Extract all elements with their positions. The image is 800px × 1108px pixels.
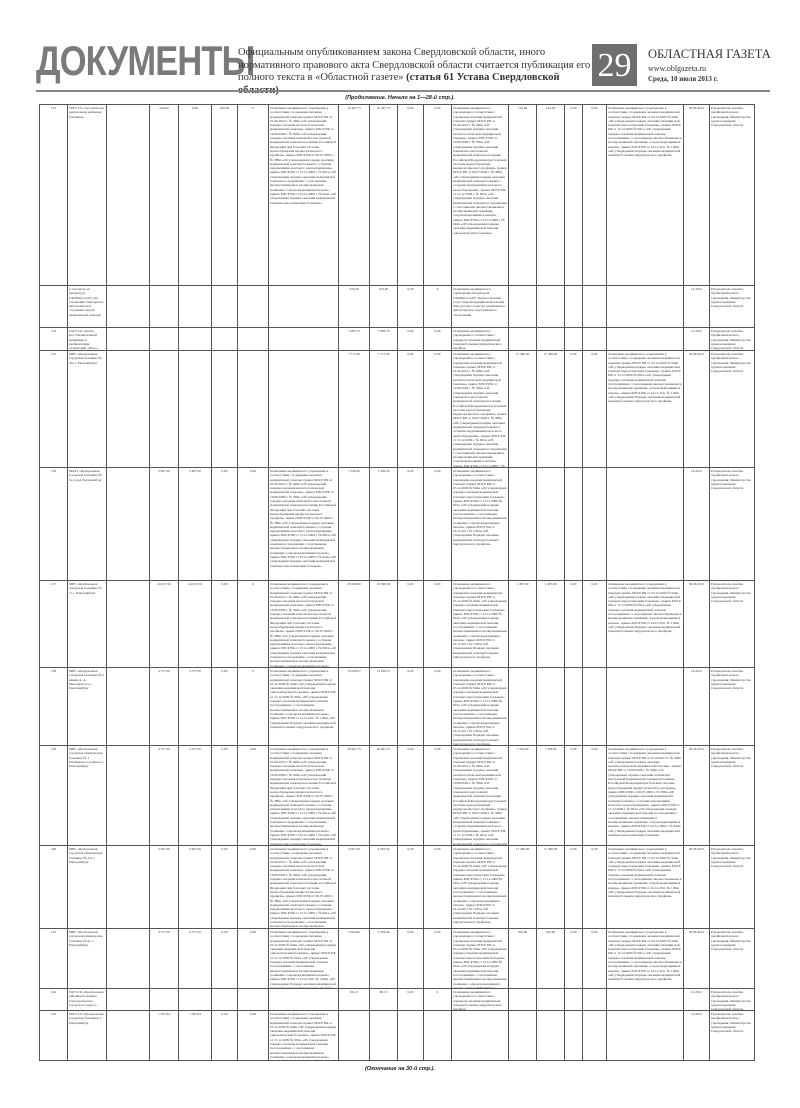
cell-value: [106, 581, 149, 668]
cell-value: 30.06.2013: [683, 846, 709, 929]
cell-value: [106, 468, 149, 581]
cell-value: 0,00: [397, 668, 423, 746]
table-row: [39, 285, 755, 328]
cell-number: 154: [39, 328, 67, 351]
cell-description: Руководитель лечебно-профилактического учреждения, Министерство здравоохранения Свердловской области: [709, 668, 755, 746]
section-title: ДОКУМЕНТЫ: [36, 37, 255, 84]
cell-description: Руководитель лечебно-профилактического учреждения, Министерство здравоохранения Свердловской области: [709, 105, 755, 286]
cell-value: 0,00: [564, 746, 582, 846]
cell-description: Руководитель лечебно-профилактического учреждения, Министерство здравоохранения Свердловской области: [709, 989, 755, 1011]
cell-value: [268, 328, 338, 351]
cell-description: Оснащение медицинского учреждения в соответствии с порядками оказания медицинской помощи: приказ МЗСР РФ от 03.12.2009 № 944н «Об утверждении порядка оказания медицинской помощи онкологическим больным», приказ МЗСР РФ от 15.12.2009 № 991н «Об утверждении порядка оказания медицинской помощи пострадавшим с сочетанными, множественными и изолированными травмами, сопровождающимися шоком», приказ МЗСР РФ от 24.12.2011 № 1182н «Об утверждении Порядка оказания медицинской помощи больным хирургического профиля»: [451, 846, 508, 929]
cell-value: [149, 989, 178, 1011]
cell-value: [106, 989, 149, 1011]
intro-plain: Официальным опубликованием закона Свердловской области, иного нормативного правового акта Свердловской области считается публикация его полного текста в «Областной газете»: [238, 47, 591, 83]
cell-value: 12.2012: [683, 286, 709, 328]
cell-value: 30.06.2013: [683, 746, 709, 846]
cell-value: 0,00: [423, 668, 451, 746]
cell-value: 0,00: [237, 1011, 268, 1061]
cell-description: Оснащение медицинского учреждения аппаратурой ГЛОНАСС/GPS. Предоставление услуг скорой медицинской помощи Web-доступа и центра оперативного диспетчерского программного обеспечения: [451, 286, 508, 328]
cell-value: 1 597,04: [149, 1011, 178, 1061]
cell-value: 5 697,50: [149, 468, 178, 581]
cell-value: 26 961,75: [369, 746, 397, 846]
cell-institution: МБУ «Центральная городская клиническая больница № 23» г. Екатеринбург: [67, 846, 106, 929]
cell-value: 0,00: [211, 929, 237, 989]
cell-value: 80,13: [369, 989, 397, 1011]
cell-value: 25 090,00: [369, 581, 397, 668]
cell-value: 1 487,09: [536, 581, 564, 668]
cell-value: [106, 328, 149, 351]
cell-value: [508, 989, 536, 1011]
cell-value: 24 657,50: [178, 581, 211, 668]
cell-value: 350,00: [508, 929, 536, 989]
cell-description: Оснащение медицинского учреждения в соответствии с порядками оказания медицинской помощи: приказ МЗСР РФ от 01.06.2010 г. № 409н «Об утверждении порядка оказания неонатологической медицинской помощи», приказ МЗСР РФ от 19.08.2009 г. № 599н «Об утверждении порядка оказания плановой и неотложной медицинской помощи населению Российской Федерации при болезнях системы кровообращения кардиологического профиля», приказ МЗСР РФ от 06.07.2009 г. № 389н «Об утверждении порядка оказания медицинской помощи больным с острыми нарушениями мозгового кровообращения», приказ МЗСР РФ от 15.12.2009 г. № 991н «Об утверждении порядка оказания медицинской помощи пострадавшим с сочетанными, множественными и изолированными: [270, 847, 337, 929]
cell-value: 0,00: [397, 746, 423, 846]
cell-value: 7 717,50: [369, 351, 397, 468]
cell-value: 3 564,00: [338, 929, 369, 989]
table-bottom-border: [39, 1060, 755, 1061]
cell-value: [606, 286, 683, 328]
cell-value: [536, 989, 564, 1011]
cell-value: 0,00: [397, 468, 423, 581]
cell-value: 5 697,50: [178, 846, 211, 929]
table-row: [39, 988, 755, 1011]
cell-value: [606, 468, 683, 581]
cell-value: [369, 1011, 397, 1061]
cell-value: [564, 1011, 582, 1061]
cell-value: 4 597,50: [369, 846, 397, 929]
page-number: 29: [592, 44, 637, 86]
cell-value: 12.2012: [683, 1011, 709, 1061]
cell-value: 1 487,09: [508, 581, 536, 668]
cell-value: [582, 468, 606, 581]
cell-description: Оснащение медицинского учреждения в соответствии с порядками оказания медицинской помощи: приказ МЗСР РФ от 03.12.2009 № 944н «Об утверждении порядка оказания медицинской помощи онкологическим больным», приказ МЗСР РФ от 15.12.2009 № 991н «Об утверждении порядка оказания медицинской помощи пострадавшим с сочетанными, множественными и изолированными травмами, сопровождающимися шоком», приказ МЗСР РФ от: [453, 930, 507, 989]
cell-value: 0,00: [423, 105, 451, 286]
cell-value: 12.2012: [683, 989, 709, 1011]
cell-value: [268, 351, 338, 468]
cell-value: 30.06.2013: [683, 105, 709, 286]
cell-value: 17 460,00: [536, 351, 564, 468]
cell-number: 159: [39, 746, 67, 846]
cell-value: [508, 468, 536, 581]
cell-description: Оснащение медицинского учреждения в соответствии с порядками оказания медицинской помощи: приказ МЗСР РФ от 03.12.2009 № 944н «Об утверждении порядка оказания медицинской помощи онкологическим больным», приказ МЗСР РФ от 15.12.2009 № 991н «Об утверждении порядка оказания медицинской помощи пострадавшим с сочетанными, множественными и изолированными травмами, сопровождающимися шоком», приказ МЗСР РФ от 24.12.2011 № 1182н «Об утверждении Порядка оказания медицинской помощи больным хирургического профиля»: [606, 929, 683, 989]
cell-value: [508, 1011, 536, 1061]
cell-value: [106, 351, 149, 468]
cell-value: 26 961,75: [338, 746, 369, 846]
cell-value: 0,00: [423, 328, 451, 351]
cell-description: Оснащение медицинского учреждения в соответствии с порядками оказания медицинской помощи: приказ МЗСР РФ от 03.12.2009 № 944н «Об утверждении порядка оказания медицинской помощи онкологическим больным», приказ МЗСР РФ от 15.12.2009 № 991н «Об утверждении порядка оказания медицинской помощи пострадавшим с сочетанными, множественными и изолированными травмами, сопровождающимися шоком», приказ МЗСР РФ от 24.12.2011 № 1182н «Об утверждении Порядка оказания медицинской помощи больным хирургического профиля»: [453, 669, 507, 746]
table-row: [39, 667, 755, 746]
cell-value: 0,00: [564, 581, 582, 668]
cell-value: [149, 328, 178, 351]
cell-value: [237, 989, 268, 1011]
cell-value: 12.2012: [683, 468, 709, 581]
cell-number: 155: [39, 351, 67, 468]
header-divider: [36, 90, 770, 92]
table-row: [39, 327, 755, 351]
cell-number: 162: [39, 989, 67, 1011]
cell-value: [582, 668, 606, 746]
intro-bold: (статья 61 Устава Свердловской: [406, 72, 560, 83]
cell-value: [582, 286, 606, 328]
cell-value: [536, 328, 564, 351]
cell-institution: МАУЗ «Центральная городская больница № 3» город Екатеринбург: [67, 468, 106, 581]
table-row: [39, 467, 755, 581]
newspaper-name: ОБЛАСТНАЯ ГАЗЕТА: [648, 47, 771, 61]
cell-value: [237, 328, 268, 351]
cell-value: 0,00: [423, 846, 451, 929]
cell-value: [178, 328, 211, 351]
cell-value: 4 757,50: [178, 929, 211, 989]
cell-value: 0: [237, 581, 268, 668]
cell-description: Руководитель лечебно-профилактического учреждения, Министерство здравоохранения Свердловской области: [709, 328, 755, 351]
cell-value: [536, 286, 564, 328]
cell-value: 5 697,50: [149, 846, 178, 929]
cell-value: 10 497,75: [338, 105, 369, 286]
cell-value: 30.06.2013: [683, 929, 709, 989]
table-row: [39, 745, 755, 846]
cell-description: Руководитель лечебно-профилактического учреждения, Министерство здравоохранения Свердловской области: [709, 468, 755, 581]
cell-value: [178, 351, 211, 468]
cell-value: 0,00: [211, 668, 237, 746]
cell-value: 0,00: [397, 989, 423, 1011]
cell-value: [508, 286, 536, 328]
cell-value: [582, 989, 606, 1011]
cell-value: [211, 351, 237, 468]
cell-value: [106, 105, 149, 286]
cell-description: Оснащение медицинского учреждения в соответствии с порядками оказания медицинской помощи: приказ МЗСР РФ от 01.06.2010 г. № 409н «Об утверждении порядка оказания неонатологической медицинской помощи», приказ МЗСР РФ от 19.08.2009 г. № 599н «Об утверждении порядка оказания плановой и неотложной медицинской помощи населению Российской Федерации при болезнях системы кровообращения кардиологического профиля», приказ МЗСР РФ от 06.07.2009 г. № 389н «Об утверждении порядка оказания медицинской помощи больным с острыми нарушениями мозгового кровообращения», приказ МЗСР РФ от 15.12.2009 г. № 991н «Об утверждении порядка оказания медицинской помощи пострадавшим с сочетанными, множественными и изолированными травмами, сопровождающимися шоком»,: [270, 582, 337, 668]
cell-value: 124,50: [536, 105, 564, 286]
cell-value: 0,00: [397, 929, 423, 989]
cell-number: 160: [39, 846, 67, 929]
cell-value: 350,00: [536, 929, 564, 989]
cell-value: 0,00: [582, 351, 606, 468]
continued-from: (Продолжение. Начало на 1—28-й стр.).: [345, 95, 455, 101]
cell-number: 163: [39, 1011, 67, 1061]
cell-value: [211, 286, 237, 328]
cell-value: 0,00: [211, 468, 237, 581]
cell-description: Оснащение медицинского учреждения в соответствии с порядками оказания медицинской помощи: приказ МЗСР РФ от 03.12.2009 № 944н «Об утверждении порядка оказания медицинской помощи онкологическим больным», приказ МЗСР РФ от 15.12.2009 № 991н «Об утверждении порядка оказания медицинской помощи пострадавшим с сочетанными, множественными и изолированными травмами, сопровождающимися шоком», приказ МЗСР РФ от 24.12.2011 № 1182н «Об утверждении Порядка оказания медицинской помощи больным хирургического профиля»: [270, 930, 337, 989]
cell-value: 24 657,50: [149, 581, 178, 668]
cell-value: 0,00: [397, 351, 423, 468]
cell-value: 0,00: [237, 468, 268, 581]
cell-value: [268, 989, 338, 1011]
cell-institution: ГАУЗ СО «Центр восстановительной медицины и реабилитации «Санаторий «Руш»»: [67, 328, 106, 351]
cell-value: [582, 1011, 606, 1061]
cell-value: 0,00: [582, 581, 606, 668]
cell-value: 0,00: [211, 746, 237, 846]
cell-value: [106, 668, 149, 746]
cell-value: [423, 1011, 451, 1061]
cell-description: Оснащение медицинского учреждения в соответствии с порядками оказания медицинской помощи: приказ МЗСР РФ от 03.12.2009 № 944н «Об утверждении порядка оказания медицинской помощи онкологическим больным», приказ МЗСР РФ от 15.12.2009 № 991н «Об утверждении порядка оказания медицинской помощи пострадавшим с сочетанными, множественными и изолированными травмами, сопровождающимися шоком», приказ МЗСР РФ от 24.12.2011 № 1182н «Об утверждении Порядка оказания медицинской помощи больным хирургического профиля»: [606, 581, 683, 668]
cell-institution: ГБУЗ СО «Тугулымская центральная районная больница»: [67, 105, 106, 286]
cell-value: 7 329,09: [508, 746, 536, 846]
cell-value: 0: [423, 989, 451, 1011]
cell-value: [211, 328, 237, 351]
cell-description: Оснащение медицинского учреждения в соответствии с порядками оказания медицинской помощи: приказ МЗСР РФ от 03.12.2009 № 944н «Об утверждении порядка оказания медицинской помощи онкологическим больным», приказ МЗСР РФ от 15.12.2009 № 991н «Об утверждении порядка оказания медицинской помощи пострадавшим с сочетанными, множественными и изолированными травмами, сопровождающимися шоком», приказ МЗСР РФ от 24.12.2011 № 1182н «Об утверждении Порядка оказания медицинской помощи больным хирургического профиля»: [451, 468, 508, 581]
table-row: [39, 580, 755, 668]
cell-value: 7 083,75: [338, 328, 369, 351]
cell-value: 1 336,50: [369, 468, 397, 581]
cell-value: [536, 468, 564, 581]
cell-description: Руководитель лечебно-профилактического учреждения, Министерство здравоохранения Свердловской области: [709, 286, 755, 328]
cell-institution: МБУ «Центральная городская клиническая больница № 6» г. Екатеринбург: [67, 929, 106, 989]
cell-value: 0,00: [582, 929, 606, 989]
cell-value: [606, 668, 683, 746]
cell-value: [564, 328, 582, 351]
cell-value: 13 639,57: [369, 668, 397, 746]
table-row: [39, 1010, 755, 1061]
cell-value: 0: [237, 105, 268, 286]
cell-value: 0,00: [423, 581, 451, 668]
cell-description: Оснащение медицинского учреждения в соответствии с порядками оказания медицинской помощи: приказ МЗСР РФ от 03.12.2009 № 944н «Об утверждении порядка оказания медицинской помощи онкологическим больным», приказ МЗСР РФ от 15.12.2009 № 991н «Об утверждении порядка оказания медицинской помощи пострадавшим с сочетанными, множественными и изолированными травмами, сопровождающимися шоком», приказ МЗСР РФ от 24.12.2011 № 1182н «Об утверждении Порядка оказания медицинской помощи больным хирургического профиля»: [606, 351, 683, 468]
cell-value: 124,50: [508, 105, 536, 286]
cell-description: Оснащение медицинского учреждения в соответствии с порядками оказания медицинской помощи: приказ МЗСР РФ от 01.06.2010 г. № 409н «Об утверждении порядка оказания неонатологической медицинской помощи», приказ МЗСР РФ от 19.08.2009 г. № 599н «Об утверждении порядка оказания плановой и неотложной медицинской помощи населению Российской Федерации при болезнях системы кровообращения кардиологического профиля», приказ МЗСР РФ от 06.07.2009 г. № 389н «Об утверждении порядка оказания медицинской помощи больным с острыми нарушениями мозгового кровообращения», приказ МЗСР РФ от 15.12.2009 г. № 991н «Об утверждении порядка оказания медицинской помощи пострадавшим с сочетанными, множественными и изолированными травмами, сопровождающимися шоком», приказ МЗСР РФ от 03.12.2009 г. №: [453, 352, 507, 468]
cell-description: Руководитель лечебно-профилактического учреждения, Министерство здравоохранения Свердловской области: [709, 581, 755, 668]
cell-value: [606, 328, 683, 351]
cell-value: [106, 746, 149, 846]
continued-on: (Окончание на 30-й стр.).: [364, 1066, 436, 1072]
cell-description: Руководитель лечебно-профилактического учреждения, Министерство здравоохранения Свердловской области: [709, 351, 755, 468]
cell-value: 0,00: [397, 846, 423, 929]
cell-value: [564, 468, 582, 581]
cell-value: 5 697,50: [178, 468, 211, 581]
cell-value: [178, 286, 211, 328]
cell-value: [508, 668, 536, 746]
cell-description: Оснащение медицинского учреждения в соответствии с порядками оказания медицинской помощи: приказ МЗСР РФ от 03.12.2009 № 944н «Об утверждении порядка оказания медицинской помощи онкологическим больным», приказ МЗСР РФ от 15.12.2009 № 991н «Об утверждении порядка оказания медицинской помощи пострадавшим с сочетанными, множественными и изолированными травмами, сопровождающимися шоком», приказ МЗСР РФ от 24.12.2011 № 1182н «Об утверждении Порядка оказания медицинской помощи больным хирургического профиля»: [606, 846, 683, 929]
cell-value: 4 757,50: [149, 929, 178, 989]
cell-value: 0,00: [423, 468, 451, 581]
cell-value: 0,00: [564, 846, 582, 929]
cell-value: 1 597,04: [178, 1011, 211, 1061]
cell-value: [582, 328, 606, 351]
cell-value: 233,40: [338, 286, 369, 328]
cell-description: Руководитель лечебно-профилактического учреждения, Министерство здравоохранения Свердловской области: [709, 746, 755, 846]
cell-value: [106, 286, 149, 328]
cell-value: 0,00: [211, 1011, 237, 1061]
cell-value: 0: [237, 668, 268, 746]
cell-institution: ГБУЗ СО «Центральная городская больница» г. Екатеринбург: [67, 1011, 106, 1061]
cell-value: 12.2012: [683, 668, 709, 746]
cell-value: 0,00: [397, 105, 423, 286]
cell-value: 4 757,50: [149, 746, 178, 846]
cell-value: 0,00: [211, 581, 237, 668]
cell-value: 13 639,57: [338, 668, 369, 746]
cell-value: 0,00: [564, 105, 582, 286]
cell-value: 0,00: [237, 846, 268, 929]
cell-number: [39, 286, 67, 328]
table-row: [39, 928, 755, 989]
cell-value: 0,00: [423, 746, 451, 846]
cell-description: Оснащение медицинского учреждения в соответствии с порядками оказания медицинской помощи: приказ МЗСР РФ от 03.12.2009 № 944н «Об утверждении порядка оказания медицинской помощи онкологическим больным», приказ МЗСР РФ от 15.12.2009 № 991н «Об утверждении порядка оказания медицинской помощи пострадавшим с сочетанными, множественными и изолированными травмами, сопровождающимися шоком»,: [268, 1011, 338, 1061]
cell-institution: МБУ «Центральная городская больница № 7» г. Екатеринбург: [67, 581, 106, 668]
cell-value: [564, 668, 582, 746]
cell-value: 80,13: [338, 989, 369, 1011]
cell-institution: ГАУЗ СО «Центральная районная больница Горноуральского городского округа»: [67, 989, 106, 1011]
cell-value: 233,40: [369, 286, 397, 328]
cell-description: Оснащение медицинского учреждения в соответствии с порядком оказания медицинской помощи больным хирургического профиля: [451, 989, 508, 1011]
cell-value: 4 597,50: [338, 846, 369, 929]
cell-value: 25 090,00: [338, 581, 369, 668]
cell-value: 7 329,09: [536, 746, 564, 846]
cell-description: Руководитель лечебно-профилактического учреждения, Министерство здравоохранения Свердловской области: [709, 1011, 755, 1061]
cell-value: 4 757,50: [178, 746, 211, 846]
cell-value: 17 460,00: [508, 351, 536, 468]
cell-description: Оснащение медицинского учреждения в соответствии с порядками оказания медицинской помощи: приказ МЗСР РФ от 01.06.2010 г. № 409н «Об утверждении порядка оказания неонатологической медицинской помощи», приказ МЗСР РФ от 19.08.2009 г. № 599н «Об утверждении порядка оказания плановой и неотложной медицинской помощи населению Российской Федерации при болезнях системы кровообращения кардиологического профиля», приказ МЗСР РФ от 06.07.2009 г. № 389н «Об утверждении порядка оказания медицинской помощи больным с острыми нарушениями мозгового кровообращения», приказ МЗСР РФ от 15.12.2009 г. № 991н «Об утверждении порядка оказания медицинской помощи пострадавшим с сочетанными, множественными и изолированными травмами, сопровождающимися шоком», приказ МЗСР РФ от 03.12.2009 г. № 944н «Об утверждении порядка оказания медицинской помощи онкологическим больным»: [268, 468, 338, 581]
cell-value: 0,00: [582, 105, 606, 286]
cell-value: [149, 286, 178, 328]
cell-description: Руководитель лечебно-профилактического учреждения, Министерство здравоохранения Свердловской области: [709, 929, 755, 989]
cell-value: [178, 989, 211, 1011]
cell-value: [237, 351, 268, 468]
cell-value: 0,00: [564, 351, 582, 468]
cell-value: [106, 929, 149, 989]
cell-value: [397, 1011, 423, 1061]
cell-description: Оснащение медицинского учреждения в соответствии с порядками оказания медицинской помощи: приказ МЗСР РФ от 01.06.2010 г. № 409н «Об утверждении порядка оказания неонатологической медицинской помощи», приказ МЗСР РФ от 19.08.2009 г. № 599н «Об утверждении порядка оказания плановой и неотложной медицинской помощи населению Российской Федерации при болезнях системы кровообращения кардиологического профиля», приказ МЗСР РФ от 06.07.2009 г. № 389н «Об утверждении порядка оказания медицинской помощи больным с острыми нарушениями мозгового кровообращения», приказ МЗСР РФ от 15.12.2009 г. № 991н «Об утверждении порядка оказания медицинской помощи пострадавшим с сочетанными, множественными и изолированными травмами, сопровождающимися шоком», приказ МЗСР РФ от 03.12.2009 г. № 944н «Об утверждении порядка оказания медицинской помощи онкологическим больным»: [606, 746, 683, 846]
table-row: [39, 845, 755, 929]
cell-number: 153: [39, 105, 67, 286]
cell-value: 3 564,00: [369, 929, 397, 989]
cell-description: Оснащение медицинского учреждения в соответствии с порядками оказания медицинской помощи: приказ МЗСР РФ от 01.06.2010 г. № 409н «Об утверждении порядка оказания неонатологической медицинской помощи», приказ МЗСР РФ от 19.08.2009 г. № 599н «Об утверждении порядка оказания плановой и неотложной медицинской помощи населению Российской Федерации при болезнях системы кровообращения кардиологического профиля», приказ МЗСР РФ от 06.07.2009 г. № 389н «Об утверждении порядка оказания медицинской помощи больным с острыми нарушениями мозгового кровообращения», приказ МЗСР РФ от 15.12.2009 г. № 991н «Об утверждении порядка оказания медицинской помощи пострадавшим с сочетанными, множественными и изолированными травмами, сопровождающимися шоком», приказ МЗСР РФ от 03.12.2009 г. № 944н «Об утверждении порядка оказания медицинской помощи онкологическим больным»: [268, 105, 338, 286]
table-row: [39, 350, 755, 468]
cell-value: [338, 1011, 369, 1061]
cell-number: 157: [39, 581, 67, 668]
cell-value: [536, 668, 564, 746]
cell-value: 4 757,50: [178, 668, 211, 746]
website-link[interactable]: www.oblgazeta.ru: [648, 64, 707, 73]
cell-institution: МБУ «Центральная городская клиническая больница № 1 Октябрьского района» г. Екатеринбург: [67, 746, 106, 846]
cell-value: 0: [423, 286, 451, 328]
cell-value: [606, 1011, 683, 1061]
cell-description: Оснащение медицинского учреждения в соответствии с порядками оказания медицинской помощи: приказ МЗСР РФ от 01.06.2010 г. № 409н «Об утверждении порядка оказания неонатологической медицинской помощи», приказ МЗСР РФ от 19.08.2009 г. № 599н «Об утверждении порядка оказания плановой и неотложной медицинской помощи населению Российской Федерации при болезнях системы кровообращения кардиологического профиля», приказ МЗСР РФ от 06.07.2009 г. № 389н «Об утверждении порядка оказания медицинской помощи больным с острыми нарушениями мозгового кровообращения», приказ МЗСР РФ от 15.12.2009 г. № 991н «Об утверждении порядка оказания медицинской помощи пострадавшим с сочетанными, множественными и изолированными травмами, сопровождающимися шоком», приказ МЗСР РФ от 03.12.2009 г. № 944н «Об утверждении порядка оказания медицинской помощи онкологическим больным»: [270, 747, 337, 846]
cell-institution: МБУ «Центральная городская больница № 2 имени А. А. Миславского» г. Екатеринбург: [67, 668, 106, 746]
cell-value: 0,00: [211, 846, 237, 929]
cell-value: [606, 989, 683, 1011]
cell-value: [536, 1011, 564, 1061]
cell-value: 0,00: [237, 929, 268, 989]
cell-value: [564, 989, 582, 1011]
cell-value: 17 460,00: [536, 846, 564, 929]
cell-value: 30.06.2013: [683, 581, 709, 668]
cell-description: Оснащение медицинского учреждения в соответствии с порядками оказания медицинской помощи: приказ МЗСР РФ от 03.12.2009 № 944н «Об утверждении порядка оказания медицинской помощи онкологическим больным», приказ МЗСР РФ от 15.12.2009 № 991н «Об утверждении порядка оказания медицинской помощи пострадавшим с сочетанными, множественными и изолированными травмами, сопровождающимися шоком», приказ МЗСР РФ от 24.12.2011 № 1182н «Об утверждении Порядка оказания медицинской помощи больным хирургического профиля»: [451, 581, 508, 668]
cell-value: 0,00: [178, 105, 211, 286]
cell-value: 12.2012: [683, 328, 709, 351]
cell-value: 220,00: [211, 105, 237, 286]
cell-description: Руководитель лечебно-профилактического учреждения, Министерство здравоохранения Свердловской области: [709, 846, 755, 929]
cell-number: 158: [39, 668, 67, 746]
cell-value: 7 717,50: [338, 351, 369, 468]
cell-value: [508, 328, 536, 351]
cell-description: Оснащение медицинского учреждения в соответствии с порядками оказания медицинской помощи: приказ МЗСР РФ от 01.06.2010 г. № 409н «Об утверждении порядка оказания неонатологической медицинской помощи», приказ МЗСР РФ от 19.08.2009 г. № 599н «Об утверждении порядка оказания плановой и неотложной медицинской помощи населению Российской Федерации при болезнях системы кровообращения кардиологического профиля», приказ МЗСР РФ от 06.07.2009 г. № 389н «Об утверждении порядка оказания медицинской помощи больным с острыми нарушениями мозгового кровообращения», приказ МЗСР РФ от 15.12.2009 г. № 991н «Об утверждении порядка оказания медицинской помощи пострадавшим: [453, 747, 507, 846]
cell-value: 0,00: [423, 351, 451, 468]
cell-value: 0,00: [582, 846, 606, 929]
cell-description: Оснащение медицинского учреждения в соответствии с порядком оказания медицинской помощи больным хирургического профиля: [451, 328, 508, 351]
cell-value: [106, 1011, 149, 1061]
cell-value: 0,00: [397, 286, 423, 328]
cell-value: 1 336,50: [338, 468, 369, 581]
cell-value: [149, 351, 178, 468]
cell-value: 220,00: [149, 105, 178, 286]
cell-description: Оснащение медицинского учреждения в соответствии с порядками оказания медицинской помощи: приказ МЗСР РФ от 01.06.2010 г. № 409н «Об утверждении порядка оказания неонатологической медицинской помощи», приказ МЗСР РФ от 19.08.2009 г. № 599н «Об утверждении порядка оказания плановой и неотложной медицинской помощи населению Российской Федерации при болезнях системы кровообращения кардиологического профиля», приказ МЗСР РФ от 06.07.2009 г. № 389н «Об утверждении порядка оказания медицинской помощи больным с острыми нарушениями мозгового кровообращения», приказ МЗСР РФ от 15.12.2009 г. № 991н «Об утверждении порядка оказания медицинской помощи пострадавшим с сочетанными, множественными и изолированными травмами, сопровождающимися шоком», приказ МЗСР РФ от 03.12.2009 г. № 944н «Об утверждении порядка оказания медицинской помощи онкологическим больным»: [451, 105, 508, 286]
table-row: [39, 104, 755, 286]
cell-value: 0,00: [237, 746, 268, 846]
cell-value: 0,00: [564, 929, 582, 989]
issue-date: Среда, 10 июля 2013 г.: [648, 75, 718, 83]
cell-description: Оснащение медицинского учреждения в соответствии с порядками оказания медицинской помощи: приказ МЗСР РФ от 03.12.2009 № 944н «Об утверждении порядка оказания медицинской помощи онкологическим больным», приказ МЗСР РФ от 15.12.2009 № 991н «Об утверждении порядка оказания медицинской помощи пострадавшим с сочетанными, множественными и изолированными травмами, сопровождающимися шоком», приказ МЗСР РФ от 24.12.2011 № 1182н «Об утверждении Порядка оказания медицинской помощи больным хирургического профиля»: [606, 105, 683, 286]
cell-value: 0,00: [397, 581, 423, 668]
cell-value: [237, 286, 268, 328]
cell-value: 0,00: [397, 328, 423, 351]
cell-institution: в том числе на аппаратуру ГЛОНАСС/GPS для оснащения санитарного автотранспорта отделения скорой медицинской помощи: [67, 286, 106, 328]
cell-value: [106, 846, 149, 929]
cell-value: 4 757,50: [149, 668, 178, 746]
cell-value: [211, 989, 237, 1011]
cell-value: [451, 1011, 508, 1061]
cell-value: 10 497,75: [369, 105, 397, 286]
cell-description: Оснащение медицинского учреждения в соответствии с порядками оказания медицинской помощи: приказ МЗСР РФ от 03.12.2009 № 944н «Об утверждении порядка оказания медицинской помощи онкологическим больным», приказ МЗСР РФ от 15.12.2009 № 991н «Об утверждении порядка оказания медицинской помощи пострадавшим с сочетанными, множественными и изолированными травмами, сопровождающимися шоком», приказ МЗСР РФ от 24.12.2011 № 1182н «Об утверждении Порядка оказания медицинской помощи больным хирургического профиля»: [268, 668, 338, 746]
cell-value: 30.06.2013: [683, 351, 709, 468]
cell-value: [564, 286, 582, 328]
cell-institution: МБУ «Центральная городская больница № 20» г. Екатеринбург: [67, 351, 106, 468]
cell-value: 0,00: [582, 746, 606, 846]
cell-value: [268, 286, 338, 328]
cell-number: 156: [39, 468, 67, 581]
cell-number: 161: [39, 929, 67, 989]
cell-value: 7 083,75: [369, 328, 397, 351]
cell-value: 17 460,00: [508, 846, 536, 929]
cell-value: 0,00: [423, 929, 451, 989]
